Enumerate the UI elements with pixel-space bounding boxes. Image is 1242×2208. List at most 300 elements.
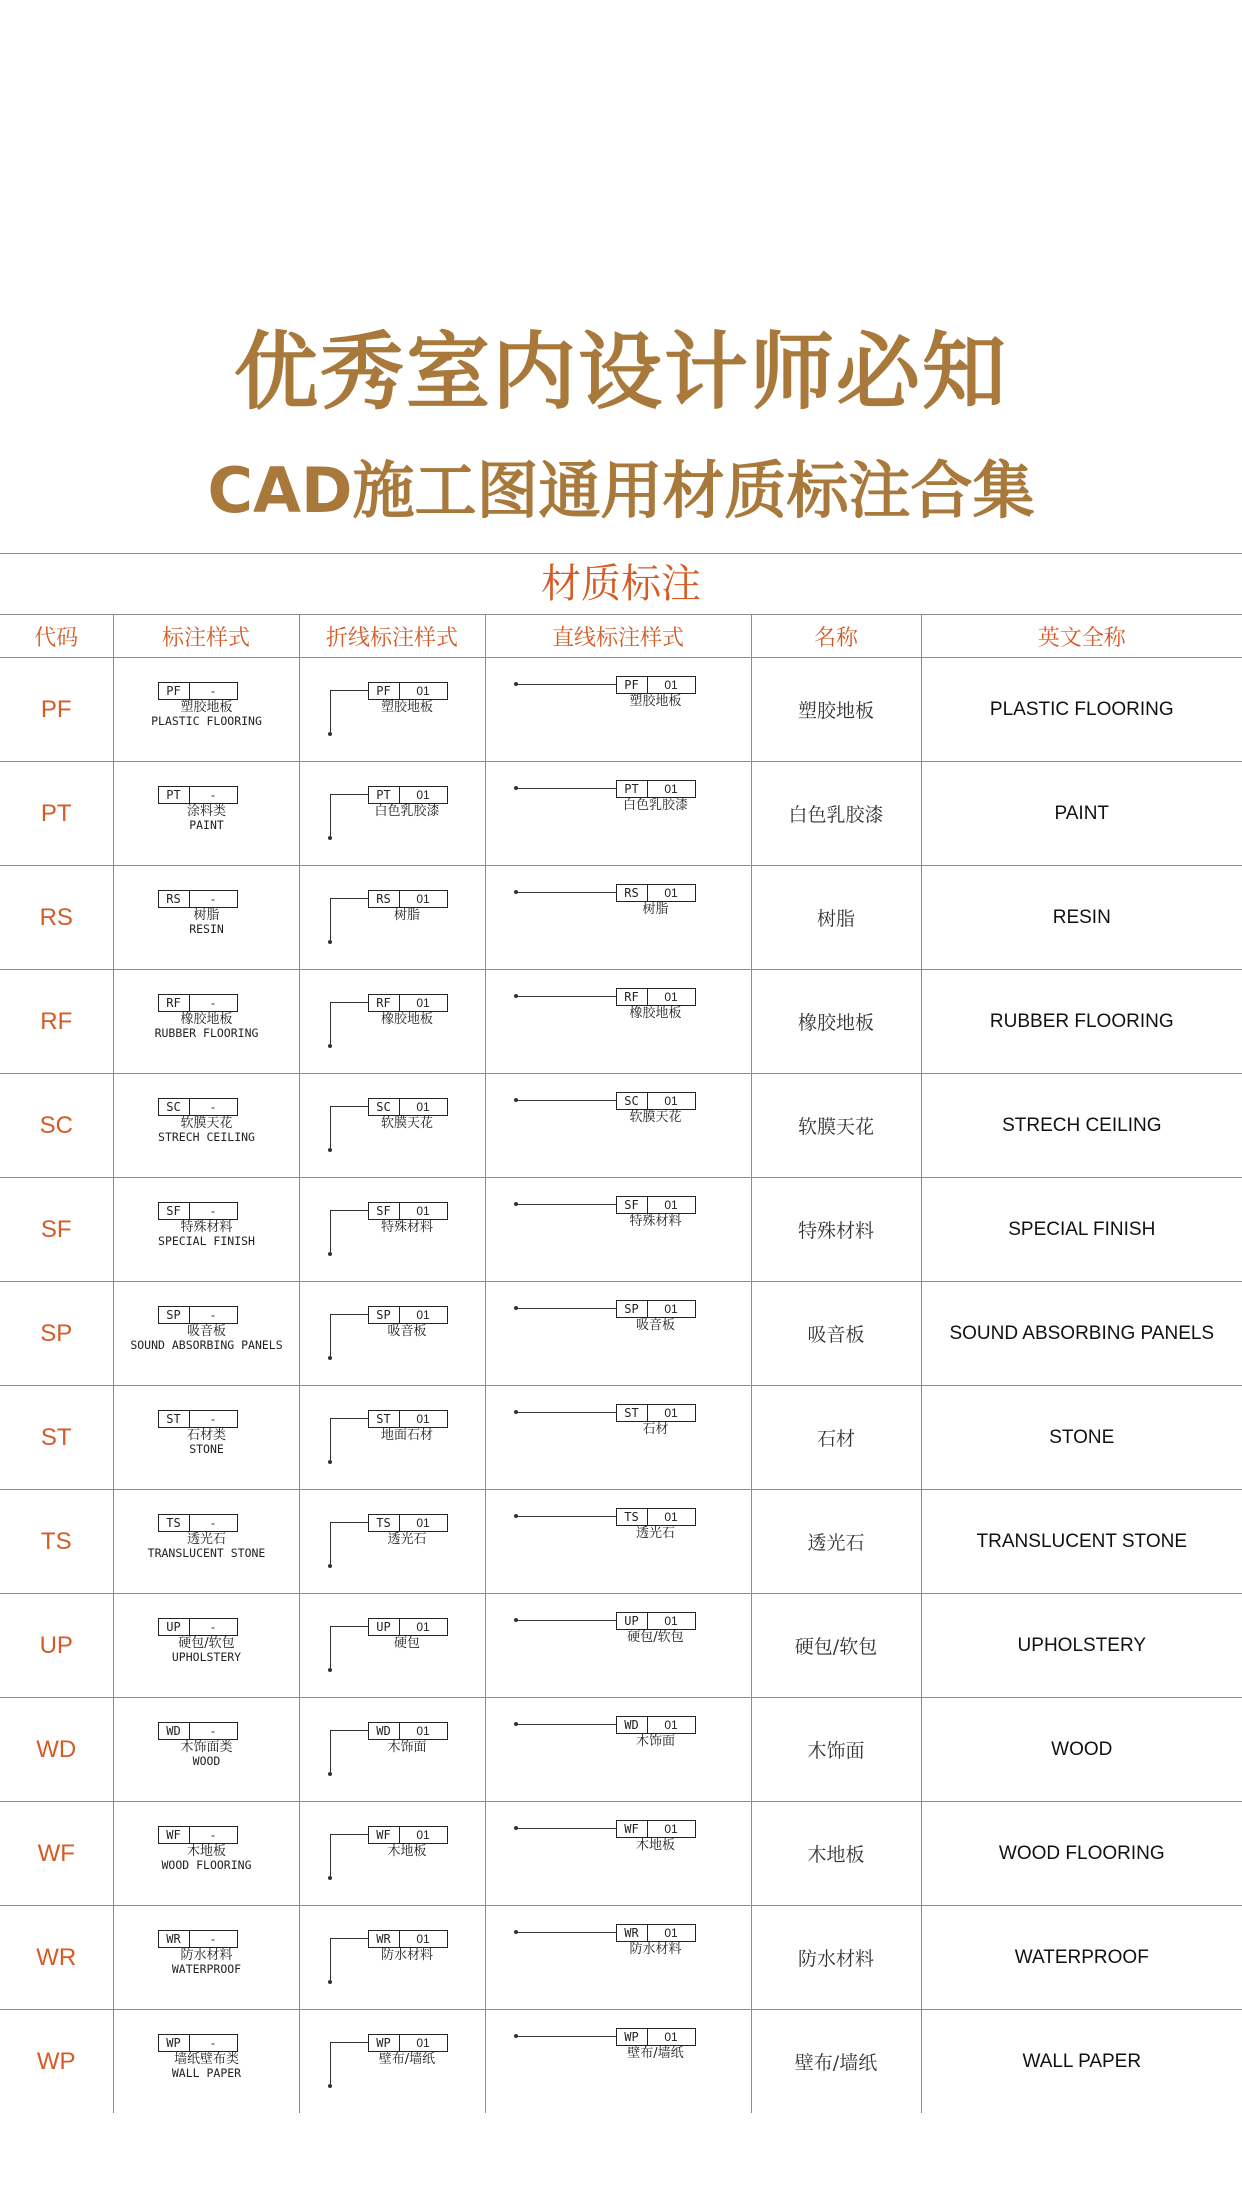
table-row [0, 1698, 1242, 1802]
tag-code: ST [369, 1411, 400, 1427]
label-tag [616, 1196, 696, 1214]
english-name: RESIN [921, 866, 1242, 970]
label-text: 木地板 [387, 1844, 427, 1859]
label-text: 树脂 [642, 902, 669, 917]
table-row [0, 1386, 1242, 1490]
label-text [114, 804, 300, 832]
straight-leader-cell [485, 1386, 751, 1490]
label-cn: 树脂 [193, 908, 220, 923]
tag-number: 01 [664, 1198, 678, 1212]
label-tag [616, 988, 696, 1006]
material-name: 软膜天花 [751, 1074, 921, 1178]
folded-leader-cell [299, 1074, 485, 1178]
material-name: 白色乳胶漆 [751, 762, 921, 866]
label-text [114, 1012, 300, 1040]
label-tag [368, 1722, 448, 1740]
tag-dash: - [211, 1100, 215, 1114]
english-name: STRECH CEILING [921, 1074, 1242, 1178]
material-name: 橡胶地板 [751, 970, 921, 1074]
label-tag [158, 1098, 238, 1116]
table-row [0, 866, 1242, 970]
material-code: WR [0, 1906, 113, 2010]
label-text [114, 1948, 300, 1976]
folded-leader-cell [299, 1178, 485, 1282]
straight-leader-cell [485, 970, 751, 1074]
tag-code: SF [369, 1203, 400, 1219]
leader-line [516, 1724, 616, 1725]
table-row [0, 1490, 1242, 1594]
table-row [0, 1282, 1242, 1386]
label-en: RUBBER FLOORING [154, 1026, 259, 1040]
table-row [0, 1074, 1242, 1178]
column-header: 名称 [751, 615, 921, 658]
folded-leader-cell [299, 1282, 485, 1386]
page-subtitle: CAD施工图通用材质标注合集 [207, 454, 1035, 527]
label-text: 白色乳胶漆 [622, 798, 688, 813]
material-code: ST [0, 1386, 113, 1490]
tag-code: WD [159, 1723, 190, 1739]
tag-number: 01 [416, 2036, 430, 2050]
tag-code: UP [159, 1619, 190, 1635]
material-name: 塑胶地板 [751, 658, 921, 762]
straight-leader-cell [485, 1178, 751, 1282]
label-tag [616, 1716, 696, 1734]
label-cn: 木地板 [186, 1844, 226, 1859]
english-name: SPECIAL FINISH [921, 1178, 1242, 1282]
label-text: 地面石材 [380, 1428, 433, 1443]
label-text: 橡胶地板 [629, 1006, 682, 1021]
material-name: 木饰面 [751, 1698, 921, 1802]
label-text: 木饰面 [387, 1740, 427, 1755]
leader-dot [328, 2084, 332, 2088]
tag-number: 01 [664, 1302, 678, 1316]
label-tag [158, 1826, 238, 1844]
leader-line [516, 788, 616, 789]
tag-code: RF [369, 995, 400, 1011]
leader-dot [328, 940, 332, 944]
english-name: WOOD [921, 1698, 1242, 1802]
label-cn: 特殊材料 [180, 1220, 233, 1235]
label-tag [368, 1202, 448, 1220]
folded-leader-cell [299, 1906, 485, 2010]
label-tag [158, 786, 238, 804]
tag-code: UP [369, 1619, 400, 1635]
english-name: PAINT [921, 762, 1242, 866]
tag-number: 01 [416, 996, 430, 1010]
tag-code: SP [159, 1307, 190, 1323]
leader-dot [328, 1668, 332, 1672]
label-text: 特殊材料 [380, 1220, 433, 1235]
label-text: 吸音板 [635, 1318, 675, 1333]
material-name: 石材 [751, 1386, 921, 1490]
label-tag [368, 1618, 448, 1636]
tag-code: WF [159, 1827, 190, 1843]
label-text: 软膜天花 [629, 1110, 682, 1125]
leader-horizontal [330, 690, 368, 691]
column-header: 折线标注样式 [299, 615, 485, 658]
label-text: 硬包/软包 [627, 1630, 684, 1645]
folded-leader-cell [299, 1490, 485, 1594]
tag-code: WP [617, 2029, 648, 2045]
leader-horizontal [330, 1002, 368, 1003]
label-tag [368, 1826, 448, 1844]
leader-horizontal [330, 794, 368, 795]
leader-horizontal [330, 1626, 368, 1627]
tag-number: 01 [664, 886, 678, 900]
label-style-cell [113, 1698, 299, 1802]
table-header-row [0, 615, 1242, 658]
tag-code: WD [369, 1723, 400, 1739]
tag-code: PT [159, 787, 190, 803]
english-name: TRANSLUCENT STONE [921, 1490, 1242, 1594]
tag-dash: - [211, 1724, 215, 1738]
label-cn: 墙纸壁布类 [173, 2052, 239, 2067]
straight-leader-cell [485, 1594, 751, 1698]
tag-number: 01 [664, 2030, 678, 2044]
label-cn: 吸音板 [186, 1324, 226, 1339]
tag-number: 01 [416, 684, 430, 698]
label-cn: 硬包/软包 [178, 1636, 235, 1651]
leader-dot [328, 1564, 332, 1568]
label-en: PAINT [189, 818, 224, 832]
label-cn: 木饰面类 [180, 1740, 233, 1755]
tag-number: 01 [416, 1932, 430, 1946]
tag-dash: - [211, 1308, 215, 1322]
material-code: PF [0, 658, 113, 762]
tag-code: TS [369, 1515, 400, 1531]
tag-code: WR [369, 1931, 400, 1947]
tag-code: RF [159, 995, 190, 1011]
material-name: 透光石 [751, 1490, 921, 1594]
tag-dash: - [211, 996, 215, 1010]
label-text: 木饰面 [635, 1734, 675, 1749]
tag-code: PF [617, 677, 648, 693]
label-style-cell [113, 1178, 299, 1282]
column-header: 标注样式 [113, 615, 299, 658]
table-row [0, 2010, 1242, 2114]
tag-code: PT [369, 787, 400, 803]
label-style-cell [113, 1594, 299, 1698]
straight-leader-cell [485, 1074, 751, 1178]
label-tag [616, 884, 696, 902]
leader-dot [328, 1148, 332, 1152]
label-text: 吸音板 [387, 1324, 427, 1339]
folded-leader-cell [299, 762, 485, 866]
material-code: PT [0, 762, 113, 866]
straight-leader-cell [485, 1282, 751, 1386]
leader-horizontal [330, 1730, 368, 1731]
tag-code: TS [617, 1509, 648, 1525]
leader-horizontal [330, 1106, 368, 1107]
label-tag [616, 1820, 696, 1838]
label-tag [158, 1410, 238, 1428]
leader-dot [328, 732, 332, 736]
label-tag [368, 890, 448, 908]
tag-dash: - [211, 684, 215, 698]
leader-line [516, 1204, 616, 1205]
label-cn: 石材类 [186, 1428, 226, 1443]
label-style-cell [113, 1906, 299, 2010]
tag-code: PF [159, 683, 190, 699]
leader-line [516, 892, 616, 893]
label-text: 防水材料 [629, 1942, 682, 1957]
material-code: RF [0, 970, 113, 1074]
leader-line [516, 1932, 616, 1933]
tag-code: WP [369, 2035, 400, 2051]
folded-leader-cell [299, 866, 485, 970]
tag-number: 01 [664, 1926, 678, 1940]
leader-line [516, 1828, 616, 1829]
english-name: RUBBER FLOORING [921, 970, 1242, 1074]
label-tag [368, 786, 448, 804]
label-en: STRECH CEILING [158, 1130, 255, 1144]
label-text [114, 2052, 300, 2080]
label-text: 透光石 [635, 1526, 675, 1541]
tag-dash: - [211, 1204, 215, 1218]
folded-leader-cell [299, 658, 485, 762]
label-tag [368, 1410, 448, 1428]
tag-number: 01 [416, 788, 430, 802]
tag-number: 01 [416, 1516, 430, 1530]
label-tag [158, 1202, 238, 1220]
table-row [0, 1906, 1242, 2010]
label-text [114, 1428, 300, 1456]
tag-code: SP [617, 1301, 648, 1317]
label-tag [158, 1930, 238, 1948]
leader-line [516, 996, 616, 997]
label-tag [616, 780, 696, 798]
tag-code: SP [369, 1307, 400, 1323]
tag-dash: - [211, 892, 215, 906]
label-style-cell [113, 762, 299, 866]
table-row [0, 970, 1242, 1074]
label-cn: 涂料类 [186, 804, 226, 819]
tag-code: RS [159, 891, 190, 907]
tag-dash: - [211, 1516, 215, 1530]
folded-leader-cell [299, 1386, 485, 1490]
leader-horizontal [330, 898, 368, 899]
material-code: RS [0, 866, 113, 970]
label-en: WOOD FLOORING [161, 1858, 252, 1872]
tag-number: 01 [416, 1724, 430, 1738]
leader-dot [328, 836, 332, 840]
tag-code: RF [617, 989, 648, 1005]
leader-dot [328, 1252, 332, 1256]
straight-leader-cell [485, 762, 751, 866]
straight-leader-cell [485, 1490, 751, 1594]
tag-number: 01 [416, 892, 430, 906]
tag-code: WR [617, 1925, 648, 1941]
label-tag [368, 1930, 448, 1948]
leader-dot [328, 1980, 332, 1984]
straight-leader-cell [485, 866, 751, 970]
tag-number: 01 [664, 1406, 678, 1420]
label-tag [158, 890, 238, 908]
tag-number: 01 [664, 678, 678, 692]
label-text [114, 1116, 300, 1144]
tag-number: 01 [664, 782, 678, 796]
material-code: SC [0, 1074, 113, 1178]
label-tag [158, 1514, 238, 1532]
table-row [0, 1594, 1242, 1698]
material-name: 特殊材料 [751, 1178, 921, 1282]
leader-horizontal [330, 1938, 368, 1939]
label-en: PLASTIC FLOORING [151, 714, 262, 728]
leader-line [516, 1620, 616, 1621]
leader-dot [328, 1876, 332, 1880]
label-text [114, 1636, 300, 1664]
label-en: WATERPROOF [171, 1962, 242, 1976]
tag-code: ST [159, 1411, 190, 1427]
tag-code: WD [617, 1717, 648, 1733]
label-tag [616, 1092, 696, 1110]
material-code: SP [0, 1282, 113, 1386]
english-name: UPHOLSTERY [921, 1594, 1242, 1698]
tag-dash: - [211, 788, 215, 802]
label-en: WOOD [192, 1754, 221, 1768]
folded-leader-cell [299, 1802, 485, 1906]
tag-number: 01 [664, 990, 678, 1004]
label-tag [158, 1722, 238, 1740]
tag-number: 01 [664, 1718, 678, 1732]
tag-dash: - [211, 1412, 215, 1426]
tag-dash: - [211, 1932, 215, 1946]
label-text: 树脂 [393, 908, 420, 923]
folded-leader-cell [299, 1698, 485, 1802]
tag-number: 01 [416, 1412, 430, 1426]
label-tag [368, 994, 448, 1012]
material-code: TS [0, 1490, 113, 1594]
label-text [114, 1740, 300, 1768]
label-text: 壁布/墙纸 [627, 2046, 684, 2061]
tag-number: 01 [416, 1828, 430, 1842]
tag-code: SF [159, 1203, 190, 1219]
english-name: WOOD FLOORING [921, 1802, 1242, 1906]
material-name: 木地板 [751, 1802, 921, 1906]
label-tag [158, 682, 238, 700]
leader-line [516, 1308, 616, 1309]
table-row [0, 762, 1242, 866]
label-tag [616, 1612, 696, 1630]
label-cn: 软膜天花 [180, 1116, 233, 1131]
tag-number: 01 [664, 1094, 678, 1108]
tag-dash: - [211, 2036, 215, 2050]
table-row [0, 1802, 1242, 1906]
material-name: 壁布/墙纸 [751, 2010, 921, 2114]
tag-number: 01 [664, 1614, 678, 1628]
tag-code: WP [159, 2035, 190, 2051]
label-cn: 透光石 [186, 1532, 226, 1547]
leader-dot [328, 1044, 332, 1048]
label-tag [368, 682, 448, 700]
label-text: 特殊材料 [629, 1214, 682, 1229]
label-tag [368, 1514, 448, 1532]
material-code: WP [0, 2010, 113, 2114]
table-row [0, 658, 1242, 762]
straight-leader-cell [485, 2010, 751, 2114]
label-style-cell [113, 970, 299, 1074]
leader-line [516, 684, 616, 685]
tag-code: WF [369, 1827, 400, 1843]
material-code: WD [0, 1698, 113, 1802]
leader-dot [328, 1356, 332, 1360]
label-style-cell [113, 1490, 299, 1594]
label-tag [616, 1924, 696, 1942]
tag-code: PF [369, 683, 400, 699]
material-name: 硬包/软包 [751, 1594, 921, 1698]
english-name: SOUND ABSORBING PANELS [921, 1282, 1242, 1386]
label-text: 石材 [642, 1422, 669, 1437]
label-style-cell [113, 1802, 299, 1906]
tag-number: 01 [416, 1620, 430, 1634]
material-name: 防水材料 [751, 1906, 921, 2010]
label-tag [616, 1300, 696, 1318]
material-name: 吸音板 [751, 1282, 921, 1386]
tag-code: TS [159, 1515, 190, 1531]
label-text: 壁布/墙纸 [378, 2052, 436, 2067]
label-style-cell [113, 658, 299, 762]
tag-code: WR [159, 1931, 190, 1947]
tag-number: 01 [416, 1204, 430, 1218]
material-code: SF [0, 1178, 113, 1282]
label-text [114, 1220, 300, 1248]
label-text [114, 908, 300, 936]
label-tag [368, 2034, 448, 2052]
tag-code: SC [617, 1093, 648, 1109]
label-tag [616, 676, 696, 694]
leader-line [516, 1516, 616, 1517]
tag-number: 01 [664, 1510, 678, 1524]
tag-code: PT [617, 781, 648, 797]
column-header: 英文全称 [921, 615, 1242, 658]
english-name: PLASTIC FLOORING [921, 658, 1242, 762]
label-tag [158, 994, 238, 1012]
label-text [114, 1844, 300, 1872]
label-tag [158, 1306, 238, 1324]
label-text: 木地板 [635, 1838, 675, 1853]
leader-horizontal [330, 1210, 368, 1211]
leader-horizontal [330, 1834, 368, 1835]
label-text: 硬包 [393, 1636, 420, 1651]
label-style-cell [113, 866, 299, 970]
straight-leader-cell [485, 658, 751, 762]
label-cn: 橡胶地板 [180, 1012, 233, 1027]
table-row [0, 1178, 1242, 1282]
tag-code: ST [617, 1405, 648, 1421]
folded-leader-cell [299, 970, 485, 1074]
label-style-cell [113, 2010, 299, 2114]
leader-line [516, 2036, 616, 2037]
label-en: RESIN [189, 922, 224, 936]
leader-dot [328, 1772, 332, 1776]
label-en: SPECIAL FINISH [158, 1234, 255, 1248]
leader-horizontal [330, 1522, 368, 1523]
folded-leader-cell [299, 1594, 485, 1698]
tag-code: SC [369, 1099, 400, 1115]
leader-line [516, 1100, 616, 1101]
label-tag [158, 2034, 238, 2052]
tag-code: RS [369, 891, 400, 907]
label-en: TRANSLUCENT STONE [147, 1546, 266, 1560]
label-style-cell [113, 1386, 299, 1490]
label-text [114, 1324, 300, 1352]
tag-code: RS [617, 885, 648, 901]
label-text [114, 700, 300, 728]
tag-number: 01 [416, 1100, 430, 1114]
column-header: 代码 [0, 615, 113, 658]
tag-dash: - [211, 1620, 215, 1634]
tag-number: 01 [416, 1308, 430, 1322]
